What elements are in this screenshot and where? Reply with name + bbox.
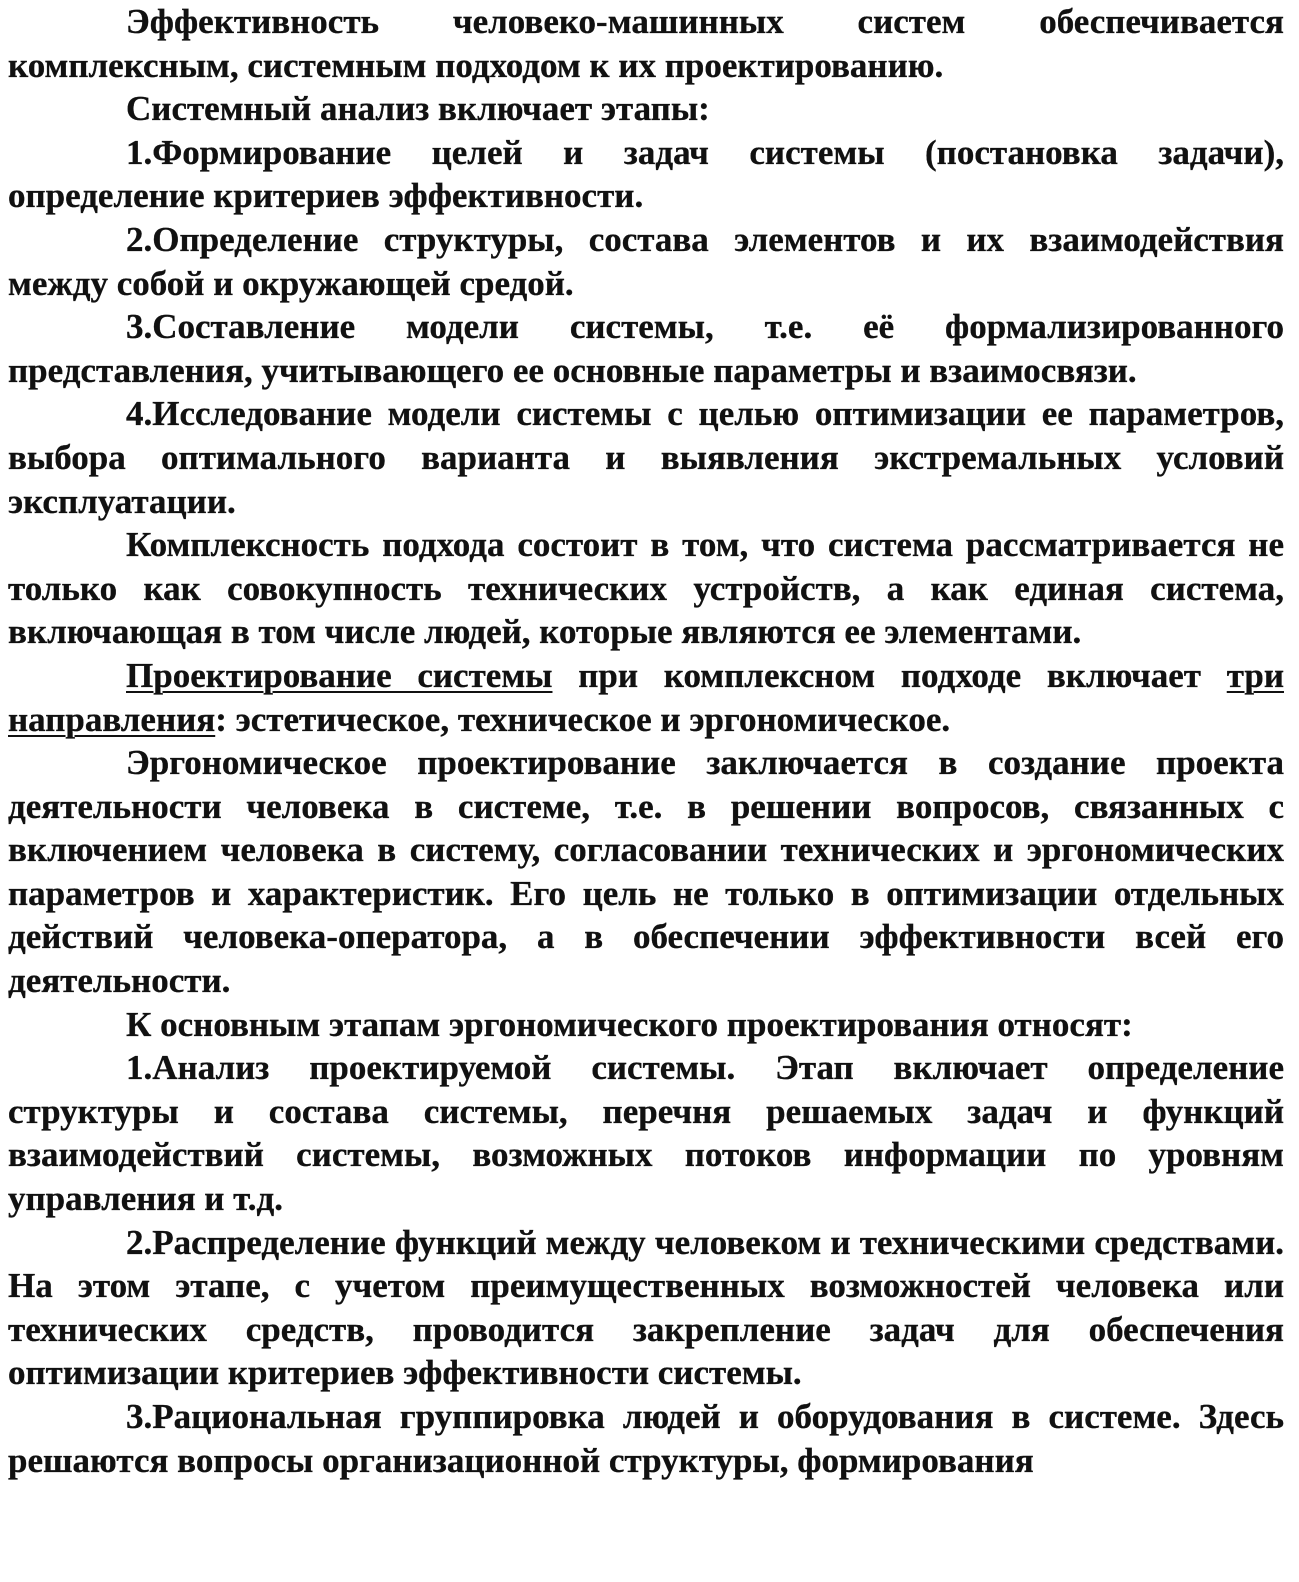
underlined-term-directions: три направления	[8, 655, 1284, 739]
text-fragment: : эстетическое, техническое и эргономическое.	[215, 699, 951, 739]
list-item-distribution: 2.Распределение функций между человеком и техническими средствами. На этом этапе, с учетом преимущественных возможностей человека или технических средств, проводится закрепление задач для обеспечения оптимизации критериев эффективности системы.	[8, 1222, 1284, 1393]
list-item-model: 3.Составление модели системы, т.е. её формализированного представления, учитывающего ее основные параметры и взаимосвязи.	[8, 307, 1284, 390]
text-fragment: при комплексном подходе включает	[552, 655, 1227, 695]
list-item-structure: 2.Определение структуры, состава элементов и их взаимодействия между собой и окружающей средой.	[8, 219, 1284, 303]
list-item-goals: 1.Формирование целей и задач системы (постановка задачи), определение критериев эффективности.	[8, 132, 1284, 216]
paragraph-ergonomic-design: Эргономическое проектирование заключается в создание проекта деятельности человека в системе, т.е. в решении вопросов, связанных с включением человека в систему, согласовании технических и эргономических параметров и характеристик. Его цель не только в оптимизации отдельных действий человека-оператора, а в обеспечении эффективности всей его деятельности.	[8, 743, 1284, 1001]
list-item-research: 4.Исследование модели системы с целью оптимизации ее параметров, выбора оптимального варианта и выявления экстремальных условий эксплуатации.	[8, 394, 1284, 521]
paragraph-design-directions	[8, 654, 1284, 741]
list-item-analysis: 1.Анализ проектируемой системы. Этап включает определение структуры и состава системы, перечня решаемых задач и функций взаимодействий системы, возможных потоков информации по уровням управления и т.д.	[8, 1048, 1284, 1219]
list-item-grouping: 3.Рациональная группировка людей и оборудования в системе. Здесь решаются вопросы организационной структуры, формирования	[8, 1397, 1284, 1480]
paragraph-main-stages: К основным этапам эргономического проектирования относят:	[126, 1004, 1133, 1044]
document-page	[8, 0, 1284, 1482]
paragraph-intro: Эффективность человеко-машинных систем обеспечивается комплексным, системным подходом к их проектированию.	[8, 2, 1284, 85]
paragraph-system-analysis: Системный анализ включает этапы:	[126, 89, 710, 129]
underlined-term-design: Проектирование системы	[126, 655, 553, 695]
paragraph-complexity: Комплексность подхода состоит в том, что система рассматривается не только как совокупность технических устройств, а как единая система, включающая в том числе людей, которые являются ее элементами.	[8, 525, 1284, 652]
